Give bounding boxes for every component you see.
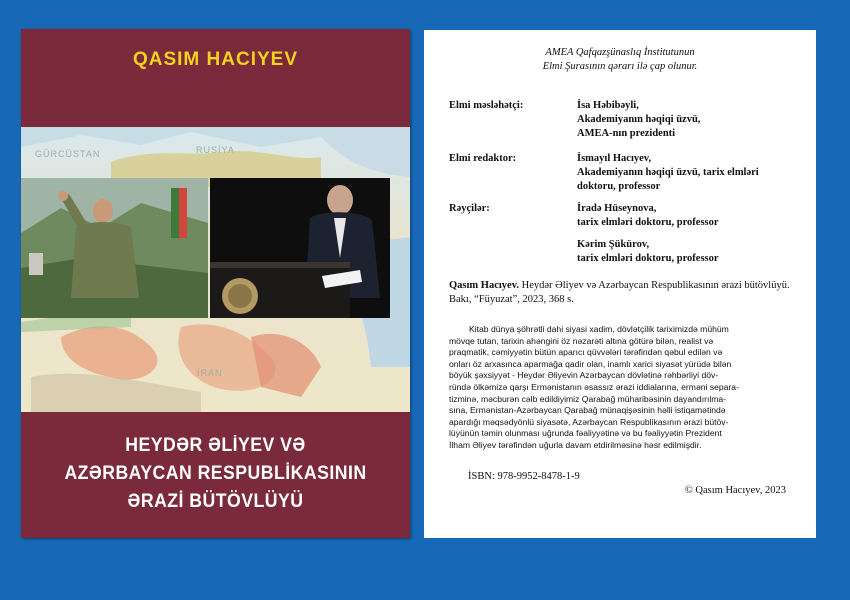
institute-line: Elmi Şurasının qərarı ilə çap olunur. bbox=[542, 61, 698, 72]
credit-people bbox=[577, 152, 817, 194]
cover-photo-right bbox=[210, 178, 390, 318]
cover-map-image bbox=[21, 127, 410, 412]
abstract-line: İlham Əliyev tərəfindən uğurla davam etdirilməsinə həsr edilmişdir. bbox=[449, 439, 702, 450]
institute-line: AMEA Qafqazşünaslıq İnstitutunun bbox=[545, 47, 695, 58]
credit-person-line: İsa Həbibəyli, bbox=[577, 100, 639, 111]
credit-role: Elmi məsləhətçi: bbox=[449, 100, 524, 111]
credit-person-line: İsmayıl Hacıyev, bbox=[577, 153, 652, 164]
credit-person-line: tarix elmləri doktoru, professor bbox=[577, 253, 719, 264]
citation-text: Heydər Əliyev və Azərbaycan Respublikasının ərazi bütövlüyü. Bakı, “Füyuzat”, 2023, 368 s. bbox=[449, 280, 790, 305]
abstract-line: praqmatik, cəmiyyətin bütün aparıcı qüvvələri tərəfindən qəbul edilən və bbox=[449, 347, 723, 358]
credit-person-line: İradə Hüseynova, bbox=[577, 203, 657, 214]
title-verso-page bbox=[424, 30, 816, 538]
isbn: İSBN: 978-9952-8478-1-9 bbox=[468, 471, 580, 482]
credit-person-line: Kərim Şükürov, bbox=[577, 239, 650, 250]
credit-person-line: tarix elmləri doktoru, professor bbox=[577, 217, 719, 228]
photo-right-graphic bbox=[210, 178, 390, 318]
abstract-line: ründə ölkəmizə qarşı Ermənistanın əsassız ərazi iddialarına, erməni separa- bbox=[449, 381, 739, 392]
cover-title bbox=[35, 432, 397, 516]
book-cover bbox=[21, 29, 410, 538]
map-label: GÜRCÜSTAN bbox=[35, 149, 101, 159]
cover-title-line: AZƏRBAYCAN RESPUBLİKASININ bbox=[64, 463, 367, 484]
credit-role: Rəyçilər: bbox=[449, 203, 490, 214]
cover-title-line: HEYDƏR ƏLİYEV VƏ bbox=[125, 435, 306, 456]
citation-author: Qasım Hacıyev. bbox=[449, 280, 519, 291]
credit-person-line: AMEA-nın prezidenti bbox=[577, 128, 676, 139]
copyright: © Qasım Hacıyev, 2023 bbox=[684, 485, 786, 496]
map-label: RUSİYA bbox=[196, 145, 235, 155]
credit-person-line: Akademiyanın həqiqi üzvü, tarix elmləri bbox=[577, 167, 759, 178]
abstract-line: böyük şəxsiyyət - Heydər Əliyevin Azərbaycan dövlətinə rəhbərliyi döv- bbox=[449, 370, 719, 381]
institute-note bbox=[424, 46, 816, 74]
book-abstract bbox=[449, 324, 794, 452]
credit-role: Elmi redaktor: bbox=[449, 153, 517, 164]
abstract-line: onları öz arxasınca aparmağa qadir olan, inamlı xarici siyasət yürüdə bilən bbox=[449, 358, 732, 369]
abstract-line: sına, Ermənistan-Azərbaycan Qarabağ münaqişəsinin həlli istiqamətində bbox=[449, 405, 726, 416]
cover-photo-left bbox=[21, 178, 208, 318]
abstract-line: mövqe tutan, tarixin ahəngini öz nəzarəti altına götürə bilən, realist və bbox=[449, 335, 714, 346]
credit-person-line: Akademiyanın həqiqi üzvü, bbox=[577, 114, 701, 125]
credit-person-line: doktoru, professor bbox=[577, 181, 661, 192]
photo-left-graphic bbox=[21, 178, 208, 318]
cover-title-line: ƏRAZİ BÜTÖVLÜYÜ bbox=[127, 491, 304, 512]
abstract-line: apardığı məqsədyönlü siyasətə, Azərbaycan Respublikasının ərazi bütöv- bbox=[449, 416, 729, 427]
map-label: İRAN bbox=[197, 368, 223, 378]
bibliographic-citation bbox=[449, 279, 794, 307]
abstract-line: lüyünün təmin olunması uğrunda fəaliyyətinə və bu fəaliyyətin Prezident bbox=[449, 428, 722, 439]
credit-people bbox=[577, 99, 817, 141]
abstract-line: Kitab dünya şöhrətli dahi siyasi xadim, dövlətçilik tariximizdə mühüm bbox=[469, 324, 729, 334]
credit-people bbox=[577, 202, 817, 230]
credit-people bbox=[577, 238, 817, 266]
abstract-line: tizminə, məcburən cəlb edildiyimiz Qarabağ müharibəsinin dayandırılma- bbox=[449, 393, 727, 404]
cover-author: QASIM HACIYEV bbox=[132, 49, 299, 70]
